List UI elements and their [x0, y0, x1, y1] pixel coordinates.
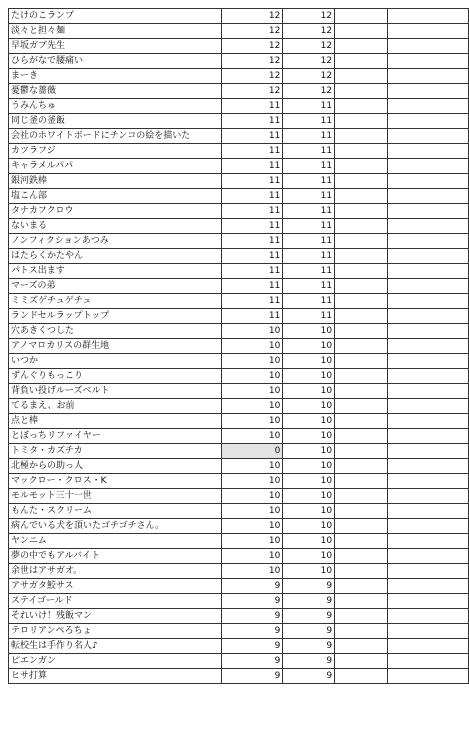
empty-cell[interactable] — [335, 519, 388, 534]
score-cell-1[interactable]: 11 — [221, 144, 283, 159]
score-cell-1[interactable]: 9 — [221, 669, 283, 684]
name-cell[interactable]: とぼっちリファイヤー — [9, 429, 222, 444]
name-cell[interactable]: パトス出ます — [9, 264, 222, 279]
table-row — [9, 489, 469, 504]
table-row — [9, 99, 469, 114]
score-cell-2[interactable]: 10 — [283, 519, 335, 534]
name-cell[interactable]: ないまる — [9, 219, 222, 234]
name-cell[interactable]: タナカフクロウ — [9, 204, 222, 219]
table-row — [9, 144, 469, 159]
score-cell-2[interactable]: 10 — [283, 339, 335, 354]
name-cell[interactable]: 同じ釜の釜飯 — [9, 114, 222, 129]
table-row — [9, 579, 469, 594]
score-cell-2[interactable]: 12 — [283, 84, 335, 99]
empty-cell[interactable] — [387, 264, 468, 279]
score-cell-1[interactable]: 10 — [221, 564, 283, 579]
empty-cell[interactable] — [387, 279, 468, 294]
empty-cell[interactable] — [335, 609, 388, 624]
empty-cell[interactable] — [335, 444, 388, 459]
table-row — [9, 564, 469, 579]
table-row — [9, 654, 469, 669]
empty-cell[interactable] — [387, 564, 468, 579]
name-cell[interactable]: 淡々と担々麺 — [9, 24, 222, 39]
score-cell-2[interactable]: 10 — [283, 459, 335, 474]
score-cell-2[interactable]: 10 — [283, 354, 335, 369]
score-cell-2[interactable]: 10 — [283, 489, 335, 504]
score-cell-1[interactable]: 10 — [221, 399, 283, 414]
name-cell[interactable]: トミタ・カズチカ — [9, 444, 222, 459]
empty-cell[interactable] — [335, 639, 388, 654]
empty-cell[interactable] — [387, 204, 468, 219]
score-cell-2[interactable]: 9 — [283, 639, 335, 654]
score-cell-1[interactable]: 10 — [221, 474, 283, 489]
empty-cell[interactable] — [335, 264, 388, 279]
score-cell-2[interactable]: 9 — [283, 669, 335, 684]
table-row — [9, 204, 469, 219]
empty-cell[interactable] — [387, 249, 468, 264]
name-cell[interactable]: それいけ！残飯マン — [9, 609, 222, 624]
table-row — [9, 84, 469, 99]
empty-cell[interactable] — [335, 204, 388, 219]
empty-cell[interactable] — [335, 174, 388, 189]
empty-cell[interactable] — [335, 549, 388, 564]
empty-cell[interactable] — [387, 369, 468, 384]
score-cell-1[interactable]: 11 — [221, 264, 283, 279]
score-cell-2[interactable]: 9 — [283, 624, 335, 639]
score-cell-1[interactable]: 11 — [221, 114, 283, 129]
empty-cell[interactable] — [387, 474, 468, 489]
empty-cell[interactable] — [387, 129, 468, 144]
empty-cell[interactable] — [387, 294, 468, 309]
empty-cell[interactable] — [387, 324, 468, 339]
table-row — [9, 414, 469, 429]
score-cell-2[interactable]: 11 — [283, 114, 335, 129]
score-cell-1[interactable]: 11 — [221, 249, 283, 264]
table-row — [9, 399, 469, 414]
score-cell-2[interactable]: 11 — [283, 159, 335, 174]
name-cell[interactable]: ノンフィクションあつみ — [9, 234, 222, 249]
table-row — [9, 669, 469, 684]
table-row — [9, 69, 469, 84]
score-cell-1[interactable]: 11 — [221, 279, 283, 294]
empty-cell[interactable] — [335, 669, 388, 684]
score-cell-2[interactable]: 9 — [283, 594, 335, 609]
empty-cell[interactable] — [387, 414, 468, 429]
score-cell-2[interactable]: 11 — [283, 294, 335, 309]
score-cell-1[interactable]: 10 — [221, 369, 283, 384]
name-cell[interactable]: ランドセルラップトップ — [9, 309, 222, 324]
empty-cell[interactable] — [335, 369, 388, 384]
score-cell-1[interactable]: 12 — [221, 54, 283, 69]
score-cell-2[interactable]: 11 — [283, 249, 335, 264]
table-row — [9, 129, 469, 144]
score-cell-2[interactable]: 11 — [283, 174, 335, 189]
score-cell-1[interactable]: 10 — [221, 324, 283, 339]
empty-cell[interactable] — [387, 549, 468, 564]
name-cell[interactable]: 穴あきくつした — [9, 324, 222, 339]
score-cell-1[interactable]: 11 — [221, 99, 283, 114]
score-cell-2[interactable]: 10 — [283, 384, 335, 399]
empty-cell[interactable] — [387, 54, 468, 69]
name-cell[interactable]: ステイゴールド — [9, 594, 222, 609]
empty-cell[interactable] — [387, 519, 468, 534]
empty-cell[interactable] — [335, 54, 388, 69]
table-row — [9, 9, 469, 24]
name-cell[interactable]: 点と棒 — [9, 414, 222, 429]
name-cell[interactable]: ヒサ打算 — [9, 669, 222, 684]
empty-cell[interactable] — [335, 309, 388, 324]
table-row — [9, 594, 469, 609]
name-cell[interactable]: いつか — [9, 354, 222, 369]
score-cell-1[interactable]: 10 — [221, 384, 283, 399]
empty-cell[interactable] — [387, 219, 468, 234]
empty-cell[interactable] — [335, 624, 388, 639]
empty-cell[interactable] — [335, 114, 388, 129]
score-cell-1[interactable]: 9 — [221, 609, 283, 624]
table-row — [9, 174, 469, 189]
table-row — [9, 294, 469, 309]
score-cell-1[interactable]: 10 — [221, 534, 283, 549]
score-cell-1[interactable]: 10 — [221, 414, 283, 429]
table-row — [9, 354, 469, 369]
empty-cell[interactable] — [335, 219, 388, 234]
table-row — [9, 159, 469, 174]
score-cell-1[interactable]: 12 — [221, 39, 283, 54]
score-cell-2[interactable]: 11 — [283, 99, 335, 114]
name-cell[interactable]: 背負い投げルーズベルト — [9, 384, 222, 399]
score-cell-1[interactable]: 0 — [221, 444, 283, 459]
score-table-body — [9, 9, 469, 684]
name-cell[interactable]: 夢の中でもアルバイト — [9, 549, 222, 564]
score-cell-1[interactable]: 10 — [221, 339, 283, 354]
score-cell-1[interactable]: 12 — [221, 84, 283, 99]
table-row — [9, 384, 469, 399]
score-cell-2[interactable]: 11 — [283, 219, 335, 234]
empty-cell[interactable] — [387, 24, 468, 39]
empty-cell[interactable] — [335, 159, 388, 174]
empty-cell[interactable] — [387, 669, 468, 684]
name-cell[interactable]: 憂鬱な薔薇 — [9, 84, 222, 99]
empty-cell[interactable] — [387, 504, 468, 519]
score-cell-2[interactable]: 11 — [283, 129, 335, 144]
empty-cell[interactable] — [335, 399, 388, 414]
empty-cell[interactable] — [335, 234, 388, 249]
empty-cell[interactable] — [387, 99, 468, 114]
score-cell-1[interactable]: 9 — [221, 654, 283, 669]
empty-cell[interactable] — [335, 654, 388, 669]
empty-cell[interactable] — [387, 429, 468, 444]
table-row — [9, 444, 469, 459]
empty-cell[interactable] — [387, 639, 468, 654]
score-cell-2[interactable]: 11 — [283, 204, 335, 219]
score-cell-2[interactable]: 11 — [283, 144, 335, 159]
empty-cell[interactable] — [335, 504, 388, 519]
empty-cell[interactable] — [335, 579, 388, 594]
empty-cell[interactable] — [387, 174, 468, 189]
empty-cell[interactable] — [335, 339, 388, 354]
name-cell[interactable]: アノマロカリスの群生地 — [9, 339, 222, 354]
empty-cell[interactable] — [387, 624, 468, 639]
empty-cell[interactable] — [387, 9, 468, 24]
empty-cell[interactable] — [387, 144, 468, 159]
score-cell-2[interactable]: 10 — [283, 534, 335, 549]
table-row — [9, 249, 469, 264]
empty-cell[interactable] — [335, 354, 388, 369]
name-cell[interactable]: うみんちゅ — [9, 99, 222, 114]
table-row — [9, 234, 469, 249]
empty-cell[interactable] — [387, 489, 468, 504]
table-row — [9, 429, 469, 444]
empty-cell[interactable] — [387, 579, 468, 594]
score-cell-1[interactable]: 10 — [221, 489, 283, 504]
score-cell-1[interactable]: 11 — [221, 174, 283, 189]
name-cell[interactable]: ミミズゲチュゲチュ — [9, 294, 222, 309]
empty-cell[interactable] — [335, 459, 388, 474]
empty-cell[interactable] — [387, 399, 468, 414]
table-row — [9, 534, 469, 549]
empty-cell[interactable] — [335, 9, 388, 24]
empty-cell[interactable] — [387, 459, 468, 474]
empty-cell[interactable] — [387, 609, 468, 624]
name-cell[interactable]: 余世はアサガオ。 — [9, 564, 222, 579]
name-cell[interactable]: ピエンガン — [9, 654, 222, 669]
empty-cell[interactable] — [335, 324, 388, 339]
score-cell-1[interactable]: 11 — [221, 129, 283, 144]
empty-cell[interactable] — [387, 39, 468, 54]
score-cell-1[interactable]: 11 — [221, 309, 283, 324]
table-row — [9, 279, 469, 294]
score-cell-1[interactable]: 9 — [221, 639, 283, 654]
score-cell-2[interactable]: 12 — [283, 24, 335, 39]
name-cell[interactable]: モルモット三十一世 — [9, 489, 222, 504]
score-cell-2[interactable]: 10 — [283, 444, 335, 459]
score-cell-2[interactable]: 11 — [283, 279, 335, 294]
empty-cell[interactable] — [335, 279, 388, 294]
score-cell-2[interactable]: 12 — [283, 69, 335, 84]
name-cell[interactable]: ずんぐりもっこり — [9, 369, 222, 384]
score-cell-2[interactable]: 10 — [283, 564, 335, 579]
score-cell-2[interactable]: 9 — [283, 579, 335, 594]
score-cell-1[interactable]: 10 — [221, 549, 283, 564]
table-row — [9, 114, 469, 129]
name-cell[interactable]: 会社のホワイトボードにチンコの絵を描いた — [9, 129, 222, 144]
empty-cell[interactable] — [335, 594, 388, 609]
score-cell-2[interactable]: 11 — [283, 234, 335, 249]
empty-cell[interactable] — [387, 69, 468, 84]
name-cell[interactable]: 早坂ガブ先生 — [9, 39, 222, 54]
score-table — [8, 8, 469, 684]
name-cell[interactable]: 銀河鉄棒 — [9, 174, 222, 189]
score-cell-1[interactable]: 12 — [221, 9, 283, 24]
table-row — [9, 624, 469, 639]
score-cell-1[interactable]: 12 — [221, 69, 283, 84]
score-cell-2[interactable]: 10 — [283, 549, 335, 564]
name-cell[interactable]: 塩こん部 — [9, 189, 222, 204]
empty-cell[interactable] — [387, 534, 468, 549]
name-cell[interactable]: ひらがなで腰痛い — [9, 54, 222, 69]
empty-cell[interactable] — [335, 294, 388, 309]
empty-cell[interactable] — [335, 384, 388, 399]
empty-cell[interactable] — [335, 129, 388, 144]
name-cell[interactable]: 病んでいる犬を頂いたゴチゴチさん。 — [9, 519, 222, 534]
table-row — [9, 219, 469, 234]
empty-cell[interactable] — [387, 189, 468, 204]
empty-cell[interactable] — [387, 444, 468, 459]
table-row — [9, 519, 469, 534]
score-cell-1[interactable]: 11 — [221, 294, 283, 309]
table-row — [9, 54, 469, 69]
score-cell-2[interactable]: 11 — [283, 264, 335, 279]
table-row — [9, 369, 469, 384]
score-cell-1[interactable]: 9 — [221, 579, 283, 594]
score-cell-1[interactable]: 11 — [221, 159, 283, 174]
score-cell-1[interactable]: 11 — [221, 219, 283, 234]
empty-cell[interactable] — [387, 309, 468, 324]
table-row — [9, 339, 469, 354]
name-cell[interactable]: たけのこランプ — [9, 9, 222, 24]
name-cell[interactable]: 北極からの助っ人 — [9, 459, 222, 474]
table-row — [9, 549, 469, 564]
empty-cell[interactable] — [387, 384, 468, 399]
empty-cell[interactable] — [335, 189, 388, 204]
empty-cell[interactable] — [335, 414, 388, 429]
table-row — [9, 189, 469, 204]
empty-cell[interactable] — [335, 69, 388, 84]
score-cell-2[interactable]: 9 — [283, 654, 335, 669]
empty-cell[interactable] — [387, 654, 468, 669]
score-cell-2[interactable]: 12 — [283, 54, 335, 69]
table-row — [9, 639, 469, 654]
empty-cell[interactable] — [335, 39, 388, 54]
table-row — [9, 309, 469, 324]
score-cell-1[interactable]: 11 — [221, 204, 283, 219]
table-row — [9, 504, 469, 519]
empty-cell[interactable] — [335, 429, 388, 444]
score-cell-2[interactable]: 10 — [283, 504, 335, 519]
score-cell-1[interactable]: 10 — [221, 459, 283, 474]
empty-cell[interactable] — [335, 144, 388, 159]
score-cell-1[interactable]: 10 — [221, 504, 283, 519]
score-cell-1[interactable]: 10 — [221, 354, 283, 369]
score-cell-2[interactable]: 10 — [283, 369, 335, 384]
score-cell-1[interactable]: 9 — [221, 594, 283, 609]
empty-cell[interactable] — [335, 24, 388, 39]
table-row — [9, 609, 469, 624]
score-cell-2[interactable]: 12 — [283, 39, 335, 54]
empty-cell[interactable] — [387, 354, 468, 369]
empty-cell[interactable] — [387, 594, 468, 609]
score-cell-2[interactable]: 10 — [283, 324, 335, 339]
score-cell-2[interactable]: 11 — [283, 309, 335, 324]
name-cell[interactable]: ヤンニム — [9, 534, 222, 549]
name-cell[interactable]: アサガタ鮫サス — [9, 579, 222, 594]
name-cell[interactable]: キャラメルパパ — [9, 159, 222, 174]
empty-cell[interactable] — [335, 474, 388, 489]
empty-cell[interactable] — [387, 159, 468, 174]
empty-cell[interactable] — [335, 249, 388, 264]
name-cell[interactable]: てるまえ、お前 — [9, 399, 222, 414]
score-cell-2[interactable]: 11 — [283, 189, 335, 204]
empty-cell[interactable] — [387, 84, 468, 99]
score-cell-2[interactable]: 9 — [283, 609, 335, 624]
name-cell[interactable]: マーズの弟 — [9, 279, 222, 294]
score-cell-1[interactable]: 11 — [221, 234, 283, 249]
name-cell[interactable]: もんた・スクリーム — [9, 504, 222, 519]
empty-cell[interactable] — [387, 339, 468, 354]
score-cell-1[interactable]: 11 — [221, 189, 283, 204]
table-row — [9, 39, 469, 54]
table-row — [9, 24, 469, 39]
name-cell[interactable]: マックロー・クロス・K — [9, 474, 222, 489]
table-row — [9, 264, 469, 279]
score-cell-2[interactable]: 10 — [283, 414, 335, 429]
name-cell[interactable]: テロリアンぺろちょ — [9, 624, 222, 639]
empty-cell[interactable] — [335, 489, 388, 504]
name-cell[interactable]: カツラフジ — [9, 144, 222, 159]
table-row — [9, 459, 469, 474]
score-cell-2[interactable]: 10 — [283, 474, 335, 489]
score-cell-1[interactable]: 10 — [221, 429, 283, 444]
empty-cell[interactable] — [335, 534, 388, 549]
empty-cell[interactable] — [335, 564, 388, 579]
score-cell-1[interactable]: 12 — [221, 24, 283, 39]
empty-cell[interactable] — [387, 234, 468, 249]
empty-cell[interactable] — [387, 114, 468, 129]
empty-cell[interactable] — [335, 84, 388, 99]
table-row — [9, 474, 469, 489]
score-cell-2[interactable]: 10 — [283, 429, 335, 444]
name-cell[interactable]: まーき — [9, 69, 222, 84]
score-cell-1[interactable]: 9 — [221, 624, 283, 639]
score-cell-2[interactable]: 10 — [283, 399, 335, 414]
score-cell-1[interactable]: 10 — [221, 519, 283, 534]
name-cell[interactable]: はたらくかたやん — [9, 249, 222, 264]
score-cell-2[interactable]: 12 — [283, 9, 335, 24]
table-row — [9, 324, 469, 339]
empty-cell[interactable] — [335, 99, 388, 114]
name-cell[interactable]: 転校生は手作り名人♪ — [9, 639, 222, 654]
